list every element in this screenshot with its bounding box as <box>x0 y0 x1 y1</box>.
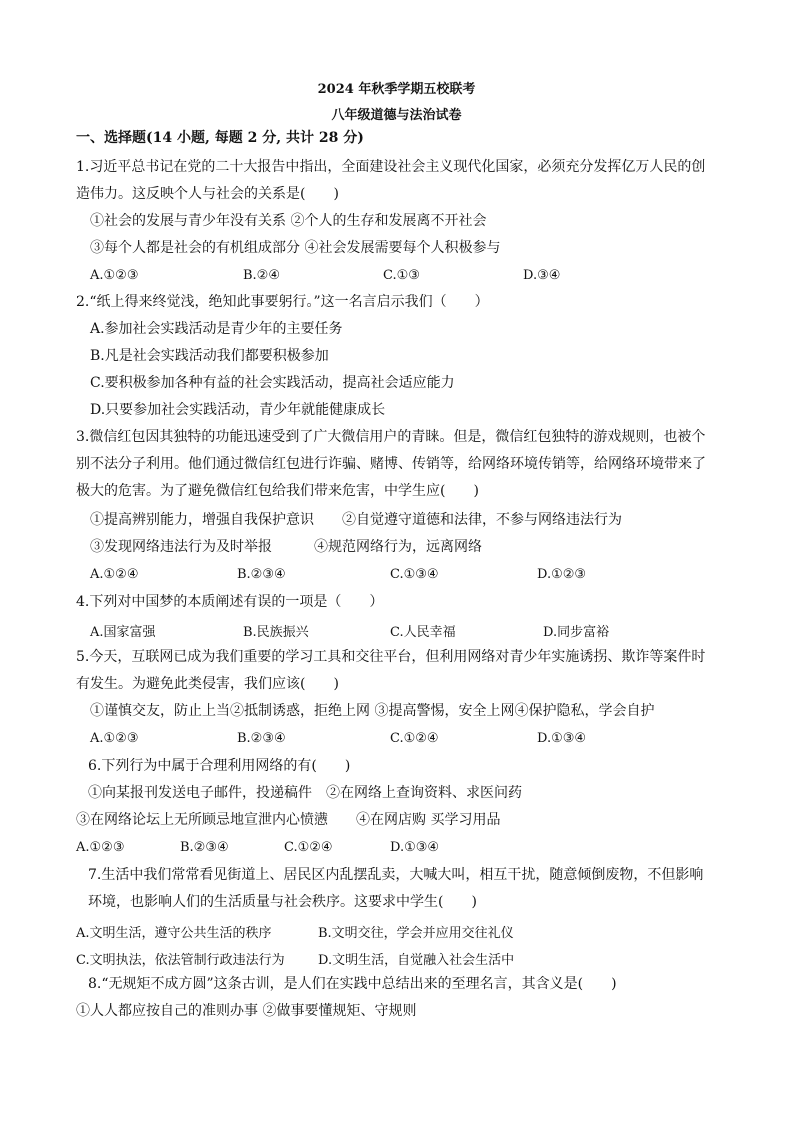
question-2-option-d: D.只要参加社会实践活动，青少年就能健康成长 <box>90 402 386 418</box>
question-7-stem-line1: 7.生活中我们常常看见街道上、居民区内乱摆乱卖，大喊大叫，相互干扰，随意倾倒废物，不但影响 <box>88 867 704 883</box>
question-6-option-c: C.①②④ <box>284 840 333 855</box>
question-2-option-c: C.要积极参加各种有益的社会实践活动，提高社会适应能力 <box>90 375 455 391</box>
question-5-option-a: A.①②③ <box>90 731 139 746</box>
question-6-option-b: B.②③④ <box>180 840 229 855</box>
question-6-statement-1: ①向某报刊发送电子邮件，投递稿件 ②在网络上查询资料、求医问药 <box>88 785 522 801</box>
question-1-stem-line2: 造伟力。这反映个人与社会的关系是( ) <box>76 186 339 202</box>
question-3-option-c: C.①③④ <box>390 567 439 582</box>
question-7-stem-line2: 环境，也影响人们的生活质量与社会秩序。这要求中学生( ) <box>88 894 477 910</box>
question-5-option-c: C.①②④ <box>390 731 439 746</box>
question-6-stem: 6.下列行为中属于合理利用网络的有( ) <box>88 758 351 774</box>
question-5-statement-1: ①谨慎交友，防止上当②抵制诱惑，拒绝上网 ③提高警惕，安全上网④保护隐私，学会自护 <box>90 703 655 719</box>
question-6-statement-2: ③在网络论坛上无所顾忌地宣泄内心愤懑 ④在网店购 买学习用品 <box>76 812 501 828</box>
question-1-stem-line1: 1.习近平总书记在党的二十大报告中指出，全面建设社会主义现代化国家，必须充分发挥亿万人民的创 <box>76 159 706 175</box>
question-4-option-b: B.民族振兴 <box>243 625 309 640</box>
page-subtitle: 八年级道德与法治试卷 <box>331 108 462 123</box>
question-2-option-b: B.凡是社会实践活动我们都要积极参加 <box>90 348 329 364</box>
question-4-option-a: A.国家富强 <box>90 625 156 640</box>
page-title: 2024 年秋季学期五校联考 <box>317 82 476 97</box>
question-5-stem-line1: 5.今天，互联网已成为我们重要的学习工具和交往平台，但利用网络对青少年实施诱拐、欺诈等案件时 <box>76 649 706 665</box>
question-3-option-a: A.①②④ <box>90 567 139 582</box>
question-8-statement-1: ①人人都应按自己的准则办事 ②做事要懂规矩、守规则 <box>76 1003 417 1019</box>
question-1-option-c: C.①③ <box>383 268 420 283</box>
question-7-option-b: B.文明交往，学会并应用交往礼仪 <box>318 926 514 941</box>
question-2-stem: 2.“纸上得来终觉浅，绝知此事要躬行。”这一名言启示我们（ ） <box>76 294 489 310</box>
question-3-option-b: B.②③④ <box>237 567 286 582</box>
question-7-option-a: A.文明生活，遵守公共生活的秩序 <box>76 926 272 941</box>
question-7-option-d: D.文明生活，自觉融入社会生活中 <box>318 953 515 968</box>
question-2-option-a: A.参加社会实践活动是青少年的主要任务 <box>90 321 343 337</box>
question-1-statement-2: ③每个人都是社会的有机组成部分 ④社会发展需要每个人积极参与 <box>90 240 501 256</box>
question-3-statement-1: ①提高辨别能力，增强自我保护意识 ②自觉遵守道德和法律，不参与网络违法行为 <box>90 512 622 528</box>
question-7-option-c: C.文明执法，依法管制行政违法行为 <box>76 953 285 968</box>
question-6-option-d: D.①③④ <box>390 840 440 855</box>
question-5-option-d: D.①③④ <box>537 731 587 746</box>
question-6-option-a: A.①②③ <box>76 840 125 855</box>
question-4-option-d: D.同步富裕 <box>543 625 610 640</box>
section-heading: 一、选择题(14 小题, 每题 2 分, 共计 28 分) <box>76 130 364 146</box>
question-1-statement-1: ①社会的发展与青少年没有关系 ②个人的生存和发展离不开社会 <box>90 213 487 229</box>
question-3-statement-2: ③发现网络违法行为及时举报 ④规范网络行为，远离网络 <box>90 539 482 555</box>
question-1-option-d: D.③④ <box>523 268 561 283</box>
question-3-option-d: D.①②③ <box>537 567 587 582</box>
question-3-stem-line2: 别不法分子利用。他们通过微信红包进行诈骗、赌博、传销等，给网络环境传销等，给网络环境带来了 <box>76 456 706 472</box>
question-3-stem-line3: 极大的危害。为了避免微信红包给我们带来危害，中学生应( ) <box>76 483 479 499</box>
question-5-option-b: B.②③④ <box>237 731 286 746</box>
question-4-stem: 4.下列对中国梦的本质阐述有误的一项是（ ） <box>76 594 384 610</box>
question-3-stem-line1: 3.微信红包因其独特的功能迅速受到了广大微信用户的青睐。但是，微信红包独特的游戏规则，也被个 <box>76 429 706 445</box>
question-1-option-a: A.①②③ <box>90 268 139 283</box>
question-5-stem-line2: 有发生。为避免此类侵害，我们应该( ) <box>76 676 339 692</box>
question-1-option-b: B.②④ <box>243 268 280 283</box>
question-4-option-c: C.人民幸福 <box>390 625 456 640</box>
question-8-stem: 8.“无规矩不成方圆”这条古训，是人们在实践中总结出来的至理名言，其含义是( ) <box>88 976 617 992</box>
